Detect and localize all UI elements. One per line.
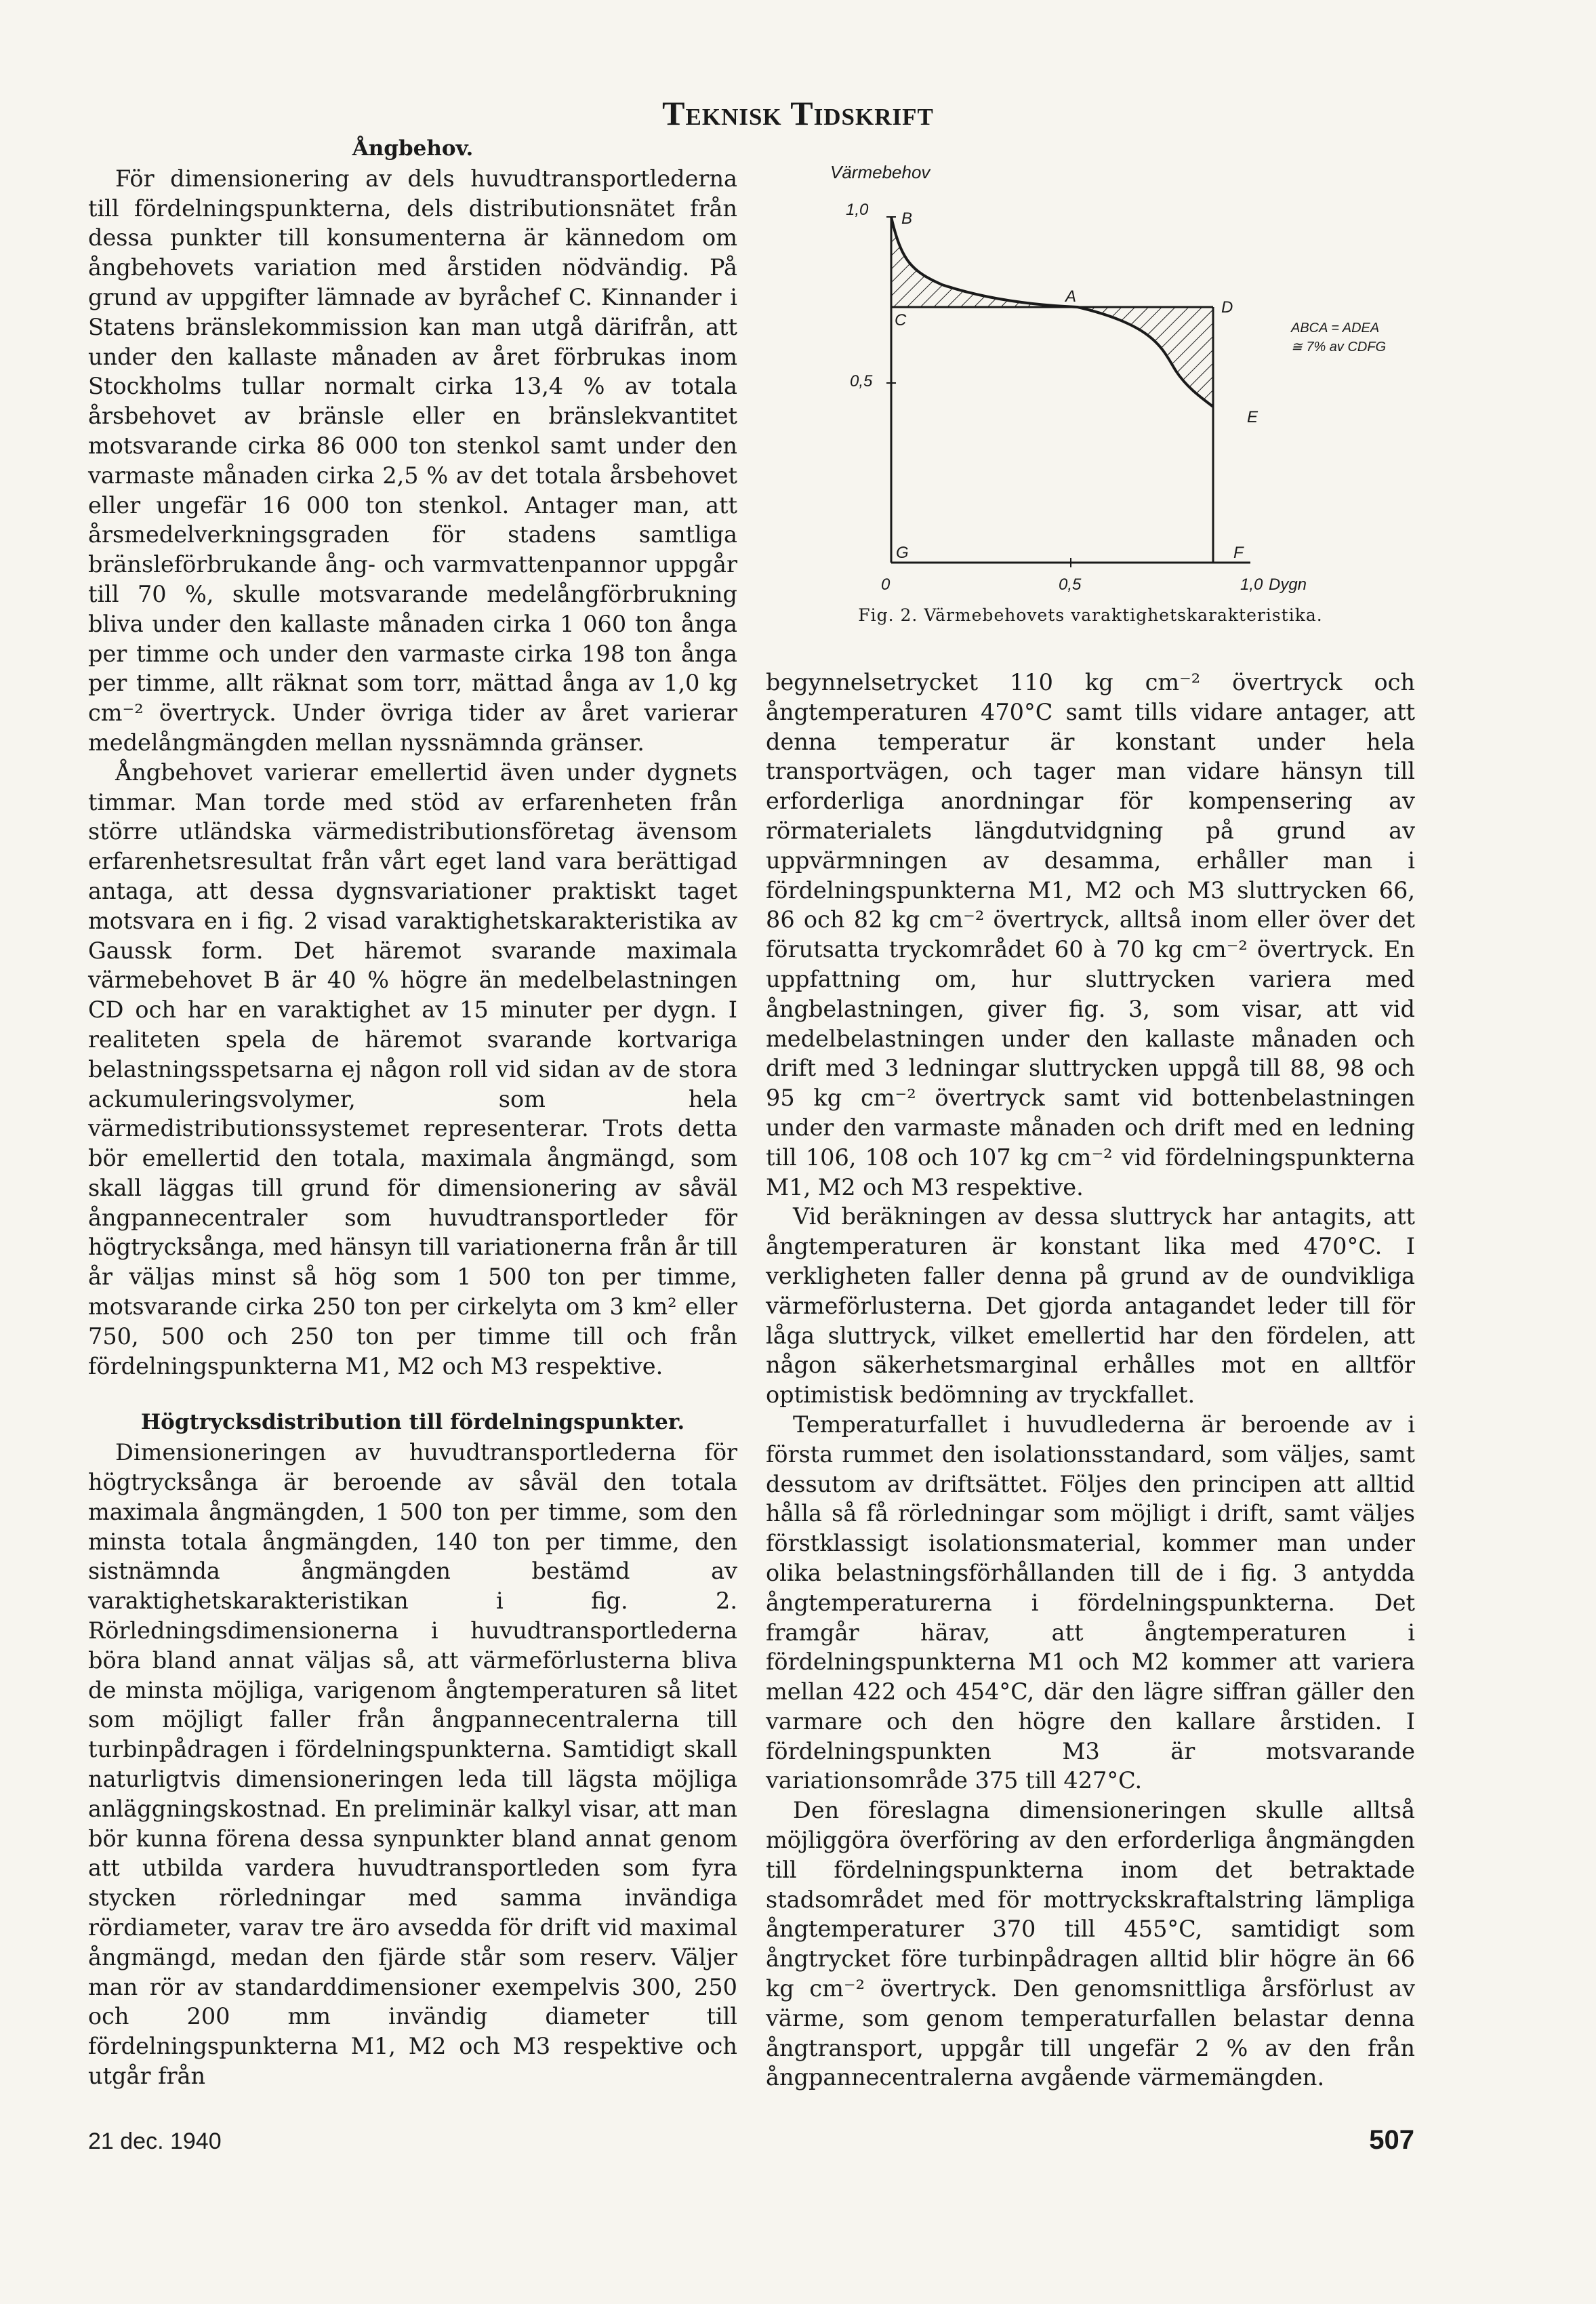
masthead: Teknisk Tidskrift <box>662 94 934 132</box>
issue-date: 21 dec. 1940 <box>88 2128 222 2154</box>
y-tick-label-05: 0,5 <box>850 372 873 390</box>
figure-2 <box>766 153 1415 641</box>
point-label-b: B <box>901 209 913 228</box>
figure-caption: Fig. 2. Värmebehovets varaktighetskarakteristika. <box>858 605 1323 625</box>
paragraph: För dimensionering av dels huvudtransportlederna till fördelningspunkterna, dels distributionsnätet från dessa punkter till konsumenterna är kännedom om ångbehovets variation med årstiden nödvändig. På grund av uppgifter lämnade av byråchef C. Kinnander i Statens bränslekommission kan man utgå därifrån, att under den kallaste månaden av året förbrukas inom Stockholms tullar normalt cirka 13,4 % av totala årsbehovet av bränsle eller en bränslekvantitet motsvarande cirka 86 000 ton stenkol samt under den varmaste månaden cirka 2,5 % av det totala årsbehovet eller ungefär 16 000 ton stenkol. Antager man, att årsmedelverkningsgraden för stadens samtliga bränsleförbrukande ång- och varmvattenpannor uppgår till 70 %, skulle motsvarande medelångförbrukning bliva under den kallaste månaden cirka 1 060 ton ånga per timme och under den varmaste cirka 198 ton ånga per timme, allt räknat som torr, mättad ånga av 1,0 kg cm⁻² övertryck. Under övriga tider av året varierar medelångmängden mellan nyssnämnda gränser. <box>88 165 737 756</box>
section-heading-angbehov: Ångbehov. <box>352 136 474 161</box>
point-label-d: D <box>1221 298 1233 317</box>
x-tick-label-0: 0 <box>881 575 891 594</box>
paragraph: Vid beräkningen av dessa sluttryck har antagits, att ångtemperaturen är konstant lika med 470°C. I verkligheten faller denna på grund av de oundvikliga värmeförlusterna. Det gjorda antagandet leder till för låga sluttryck, vilket emellertid har den fördelen, att någon säkerhetsmarginal erhålles mot en alltför optimistisk bedömning av tryckfallet. <box>766 1203 1415 1409</box>
paragraph: begynnelsetrycket 110 kg cm⁻² övertryck och ångtemperaturen 470°C samt tills vidare antager, att denna temperatur är konstant under hela transportvägen, och tager man vidare hänsyn till erforderliga anordningar för kompensering av rörmaterialets längdutvidgning på grund av uppvärmningen av desamma, erhåller man i fördelningspunkterna M1, M2 och M3 sluttrycken 66, 86 och 82 kg cm⁻² övertryck, alltså inom eller över det förutsatta tryckområdet 60 à 70 kg cm⁻² övertryck. En uppfattning om, hur sluttrycken variera med ångbelastningen, giver fig. 3, som visar, att vid medelbelastningen under den kallaste månaden och drift med 3 ledningar sluttrycken uppgå till 88, 98 och 95 kg cm⁻² övertryck samt vid bottenbelastningen under den varmaste månaden och drift med en ledning till 106, 108 och 107 kg cm⁻² vid fördelningspunkterna M1, M2 och M3 respektive. <box>766 669 1415 1200</box>
x-tick-label-1: 1,0 <box>1240 575 1263 594</box>
x-tick-label-05: 0,5 <box>1059 575 1082 594</box>
paragraph: Temperaturfallet i huvudlederna är beroende av i första rummet den isolationsstandard, som väljes, samt dessutom av driftsättet. Följes den principen att alltid hålla så få rörledningar som möjligt i drift, samt väljes förstklassigt isolationsmaterial, kommer man under olika belastningsförhållanden till de i fig. 3 antydda ångtemperaturerna i fördelningspunkterna. Det framgår härav, att ångtemperaturen i fördelningspunkterna M1 och M2 kommer att variera mellan 422 och 454°C, där den lägre siffran gäller den varmare och den högre den kallare årstiden. I fördelningspunkten M3 är motsvarande variationsområde 375 till 427°C. <box>766 1411 1415 1794</box>
page-number: 507 <box>1369 2125 1414 2155</box>
point-label-g: G <box>896 544 909 562</box>
point-label-e: E <box>1247 408 1259 426</box>
point-label-f: F <box>1233 544 1244 562</box>
y-tick-label-1: 1,0 <box>846 201 869 219</box>
point-label-c: C <box>895 311 907 329</box>
left-column <box>88 134 737 2091</box>
right-column <box>766 668 1415 2093</box>
hatched-area-abca <box>891 217 1078 307</box>
x-axis-label: Dygn <box>1269 575 1307 594</box>
paragraph: Dimensioneringen av huvudtransportlederna för högtrycksånga är beroende av såväl den totala maximala ångmängden, 1 500 ton per timme, som den minsta totala ångmängden, 140 ton per timme, den sistnämnda ångmängden bestämd av varaktighetskarakteristikan i fig. 2. Rörledningsdimensionerna i huvudtransportlederna böra bland annat väljas så, att värmeförlusterna bliva de minsta möjliga, varigenom ångtemperaturen så litet som möjligt faller från ångpannecentralerna till turbinpådragen i fördelningspunkterna. Samtidigt skall naturligtvis dimensioneringen leda till lägsta möjliga anläggningskostnad. En preliminär kalkyl visar, att man bör kunna förena dessa synpunkter bland annat genom att utbilda vardera huvudtransportleden som fyra stycken rörledningar med samma invändiga rördiameter, varav tre äro avsedda för drift vid maximal ångmängd, medan den fjärde står som reserv. Väljer man rör av standarddimensioner exempelvis 300, 250 och 200 mm invändig diameter till fördelningspunkterna M1, M2 och M3 respektive och utgår från <box>88 1439 737 2089</box>
annotation-percentage: ≅ 7% av CDFG <box>1291 340 1387 355</box>
duration-curve-diagram <box>766 153 1415 600</box>
point-label-a: A <box>1065 287 1077 306</box>
y-axis-label: Värmebehov <box>830 162 930 182</box>
annotation-area-equality: ABCA = ADEA <box>1291 321 1380 336</box>
section-heading-hogtrycksdistribution: Högtrycksdistribution till fördelningspunkter. <box>140 1410 685 1435</box>
paragraph: Den föreslagna dimensioneringen skulle alltså möjliggöra överföring av den erforderliga ångmängden till fördelningspunkterna inom det betraktade stadsområdet med för mottryckskraftalstring lämpliga ångtemperaturer 370 till 455°C, samtidigt som ångtrycket före turbinpådragen alltid blir högre än 66 kg cm⁻² övertryck. Den genomsnittliga årsförlust av värme, som genom temperaturfallen belastar denna ångtransport, uppgår till ungefär 2 % av den från ångpannecentralerna avgående värmemängden. <box>766 1797 1415 2091</box>
paragraph: Ångbehovet varierar emellertid även under dygnets timmar. Man torde med stöd av erfarenheten från större utländska värmedistributionsföretag ävensom erfarenhetsresultat från vårt eget land vara berättigad antaga, att dessa dygnsvariationer praktiskt taget motsvara en i fig. 2 visad varaktighetskarakteristika av Gaussk form. Det häremot svarande maximala värmebehovet B är 40 % högre än medelbelastningen CD och har en varaktighet av 15 minuter per dygn. I realiteten spela de häremot svarande kortvariga belastningsspetsarna ej någon roll vid sidan av de stora ackumuleringsvolymer, som hela värmedistributionssystemet representerar. Trots detta bör emellertid den totala, maximala ångmängd, som skall läggas till grund för dimensionering av såväl ångpannecentraler som huvudtransportleder för högtrycksånga, med hänsyn till variationerna från år till år väljas minst så hög som 1 500 ton per timme, motsvarande cirka 250 ton per cirkelyta om 3 km² eller 750, 500 och 250 ton per timme till och från fördelningspunkterna M1, M2 och M3 respektive. <box>88 759 737 1379</box>
